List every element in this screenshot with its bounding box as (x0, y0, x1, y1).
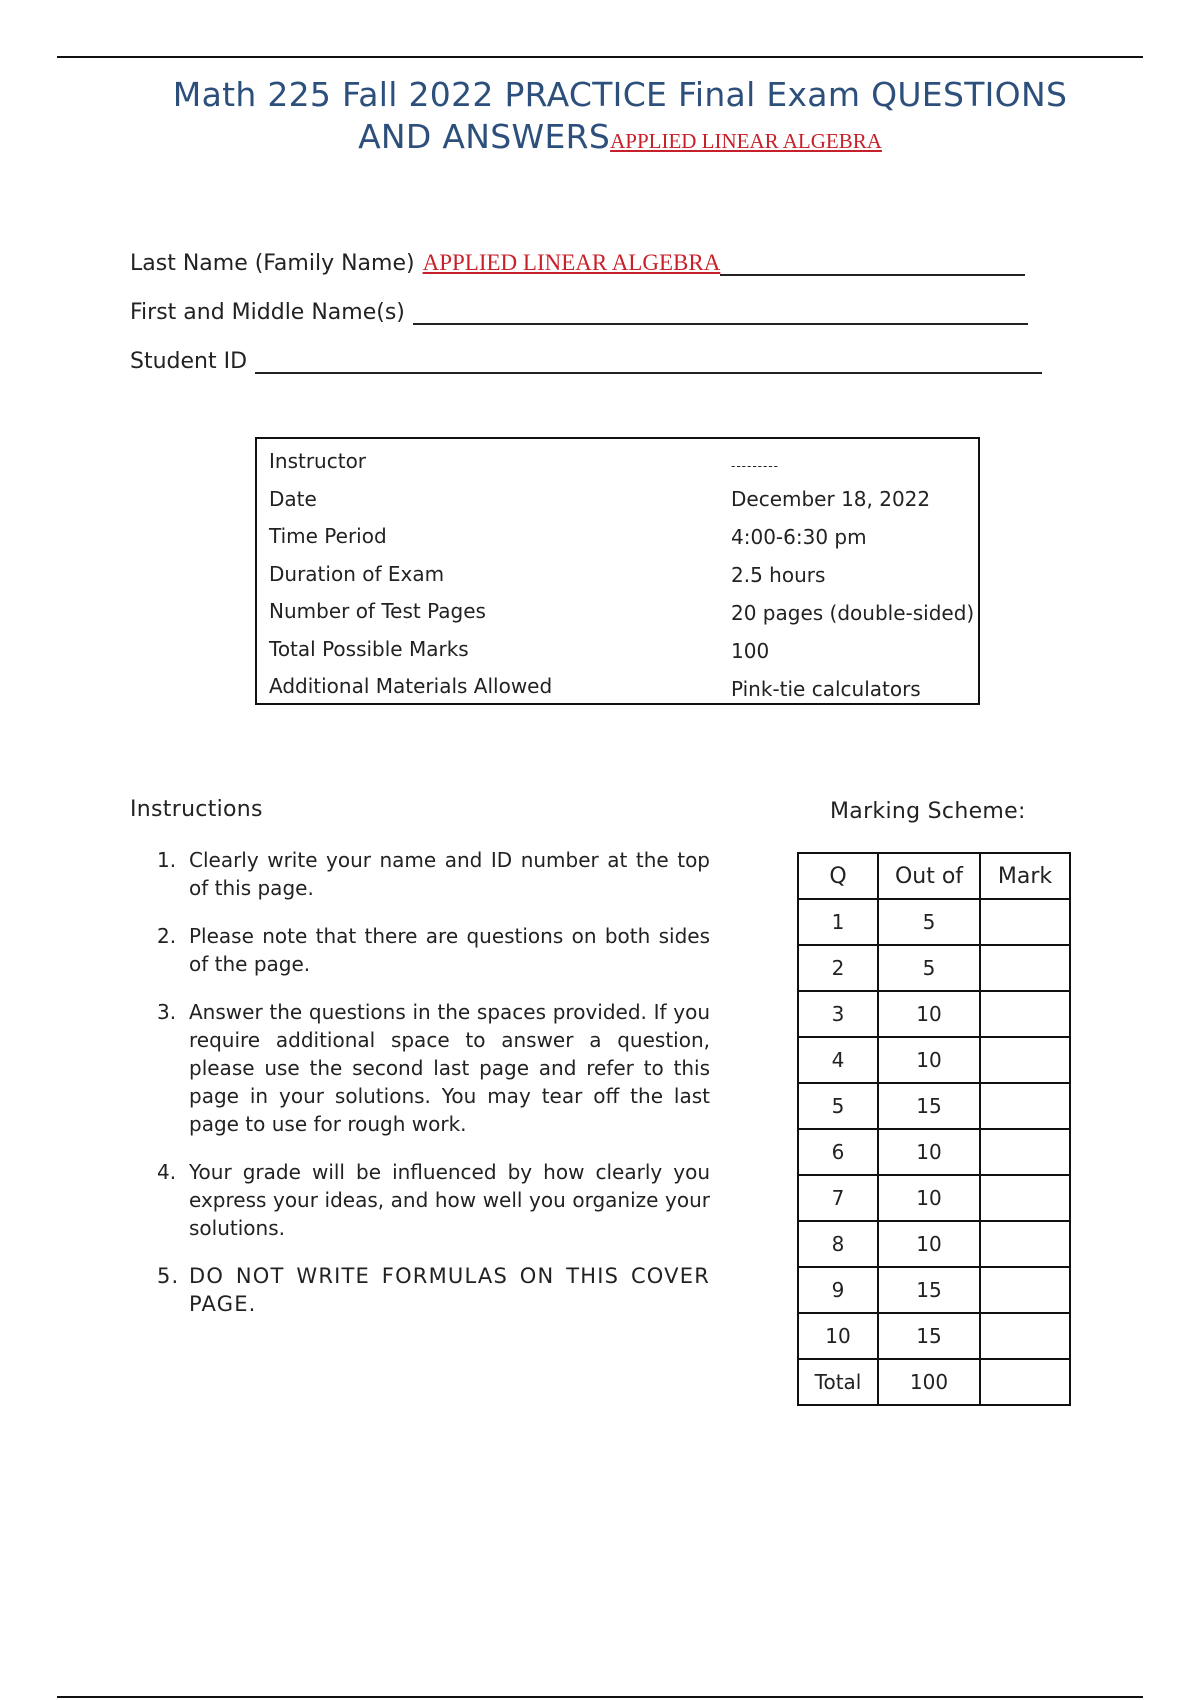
instruction-text: DO NOT WRITE FORMULAS ON THIS COVER PAGE. (189, 1264, 710, 1316)
row-q: 1 (798, 899, 878, 945)
table-header-row (798, 853, 1070, 899)
last-name-field (130, 250, 1025, 276)
row-q: 3 (798, 991, 878, 1037)
list-item (155, 1158, 710, 1242)
row-q: 9 (798, 1267, 878, 1313)
info-label-materials: Additional Materials Allowed (269, 674, 553, 698)
row-q: 5 (798, 1083, 878, 1129)
row-out-of: 100 (878, 1359, 980, 1405)
row-out-of: 15 (878, 1313, 980, 1359)
info-value-duration: 2.5 hours (731, 563, 826, 587)
header-q: Q (798, 853, 878, 899)
row-mark-cell[interactable] (980, 945, 1070, 991)
last-name-value[interactable]: APPLIED LINEAR ALGEBRA (422, 250, 721, 275)
row-mark-cell[interactable] (980, 1359, 1070, 1405)
instruction-number: 1. (157, 848, 177, 872)
top-rule (57, 56, 1143, 58)
row-mark-cell[interactable] (980, 1129, 1070, 1175)
title-line-2 (100, 116, 1140, 162)
exam-info-values (731, 458, 974, 705)
row-out-of: 10 (878, 1037, 980, 1083)
row-q: Total (798, 1359, 878, 1405)
title-line-2-text: AND ANSWERS (358, 117, 611, 156)
list-item (155, 998, 710, 1138)
table-row (798, 1359, 1070, 1405)
list-item (155, 846, 710, 902)
row-q: 2 (798, 945, 878, 991)
row-mark-cell[interactable] (980, 1267, 1070, 1313)
header-out-of: Out of (878, 853, 980, 899)
instruction-text: Clearly write your name and ID number at the top of this page. (189, 848, 710, 900)
info-value-materials: Pink-tie calculators (731, 677, 921, 701)
student-id-input[interactable] (255, 348, 1042, 374)
info-label-time-period: Time Period (269, 524, 387, 548)
instruction-text: Please note that there are questions on both sides of the page. (189, 924, 710, 976)
title-suffix: APPLIED LINEAR ALGEBRA (610, 129, 882, 153)
row-out-of: 10 (878, 1221, 980, 1267)
last-name-line (720, 250, 1025, 276)
info-value-instructor: --------- (731, 459, 779, 473)
marking-scheme-table (797, 852, 1071, 1406)
row-mark-cell[interactable] (980, 1037, 1070, 1083)
info-value-time-period: 4:00-6:30 pm (731, 525, 867, 549)
table-row (798, 1267, 1070, 1313)
row-q: 4 (798, 1037, 878, 1083)
instruction-text: Your grade will be influenced by how clearly you express your ideas, and how well you organize your solutions. (189, 1160, 710, 1240)
student-id-field (130, 348, 1042, 374)
row-out-of: 15 (878, 1083, 980, 1129)
row-out-of: 10 (878, 991, 980, 1037)
row-q: 8 (798, 1221, 878, 1267)
table-row (798, 991, 1070, 1037)
instruction-number: 4. (157, 1160, 177, 1184)
marking-scheme-heading: Marking Scheme: (830, 799, 1026, 824)
row-out-of: 10 (878, 1129, 980, 1175)
table-row (798, 1175, 1070, 1221)
instruction-number: 2. (157, 924, 177, 948)
bottom-rule (57, 1696, 1143, 1698)
info-value-pages: 20 pages (double-sided) (731, 601, 975, 625)
student-id-label: Student ID (130, 349, 248, 374)
row-mark-cell[interactable] (980, 991, 1070, 1037)
row-out-of: 5 (878, 945, 980, 991)
info-label-duration: Duration of Exam (269, 561, 445, 586)
exam-info-box (255, 437, 980, 705)
info-label-instructor: Instructor (269, 449, 367, 473)
instructions-heading: Instructions (130, 797, 263, 822)
instruction-text: Answer the questions in the spaces provided. If you require additional space to answer a question, please use the second last page and refer to this page in your solutions. You may tear off the last page to use for rough work. (189, 1000, 710, 1136)
row-q: 10 (798, 1313, 878, 1359)
row-mark-cell[interactable] (980, 1313, 1070, 1359)
info-label-marks: Total Possible Marks (269, 636, 469, 661)
table-row (798, 1037, 1070, 1083)
page-title (100, 74, 1140, 162)
row-out-of: 5 (878, 899, 980, 945)
row-out-of: 15 (878, 1267, 980, 1313)
info-value-date: December 18, 2022 (731, 487, 931, 511)
list-item (155, 922, 710, 978)
row-q: 7 (798, 1175, 878, 1221)
row-mark-cell[interactable] (980, 1175, 1070, 1221)
table-row (798, 1313, 1070, 1359)
instruction-number: 5. (157, 1264, 180, 1288)
table-row (798, 899, 1070, 945)
first-name-label: First and Middle Name(s) (130, 300, 405, 325)
table-row (798, 945, 1070, 991)
table-row (798, 1221, 1070, 1267)
table-row (798, 1083, 1070, 1129)
info-label-date: Date (269, 486, 317, 511)
list-item (155, 1262, 710, 1318)
info-label-pages: Number of Test Pages (269, 599, 486, 623)
row-mark-cell[interactable] (980, 1083, 1070, 1129)
info-value-marks: 100 (731, 639, 770, 663)
header-mark: Mark (980, 853, 1070, 899)
row-mark-cell[interactable] (980, 1221, 1070, 1267)
row-mark-cell[interactable] (980, 899, 1070, 945)
row-q: 6 (798, 1129, 878, 1175)
last-name-label: Last Name (Family Name) (130, 251, 415, 276)
instructions-list (155, 846, 710, 1338)
first-name-input[interactable] (413, 299, 1028, 325)
first-name-field (130, 299, 1028, 325)
exam-info-labels (269, 443, 552, 705)
table-row (798, 1129, 1070, 1175)
title-line-1: Math 225 Fall 2022 PRACTICE Final Exam QUESTIONS (172, 75, 1068, 114)
instruction-number: 3. (157, 1000, 177, 1024)
row-out-of: 10 (878, 1175, 980, 1221)
